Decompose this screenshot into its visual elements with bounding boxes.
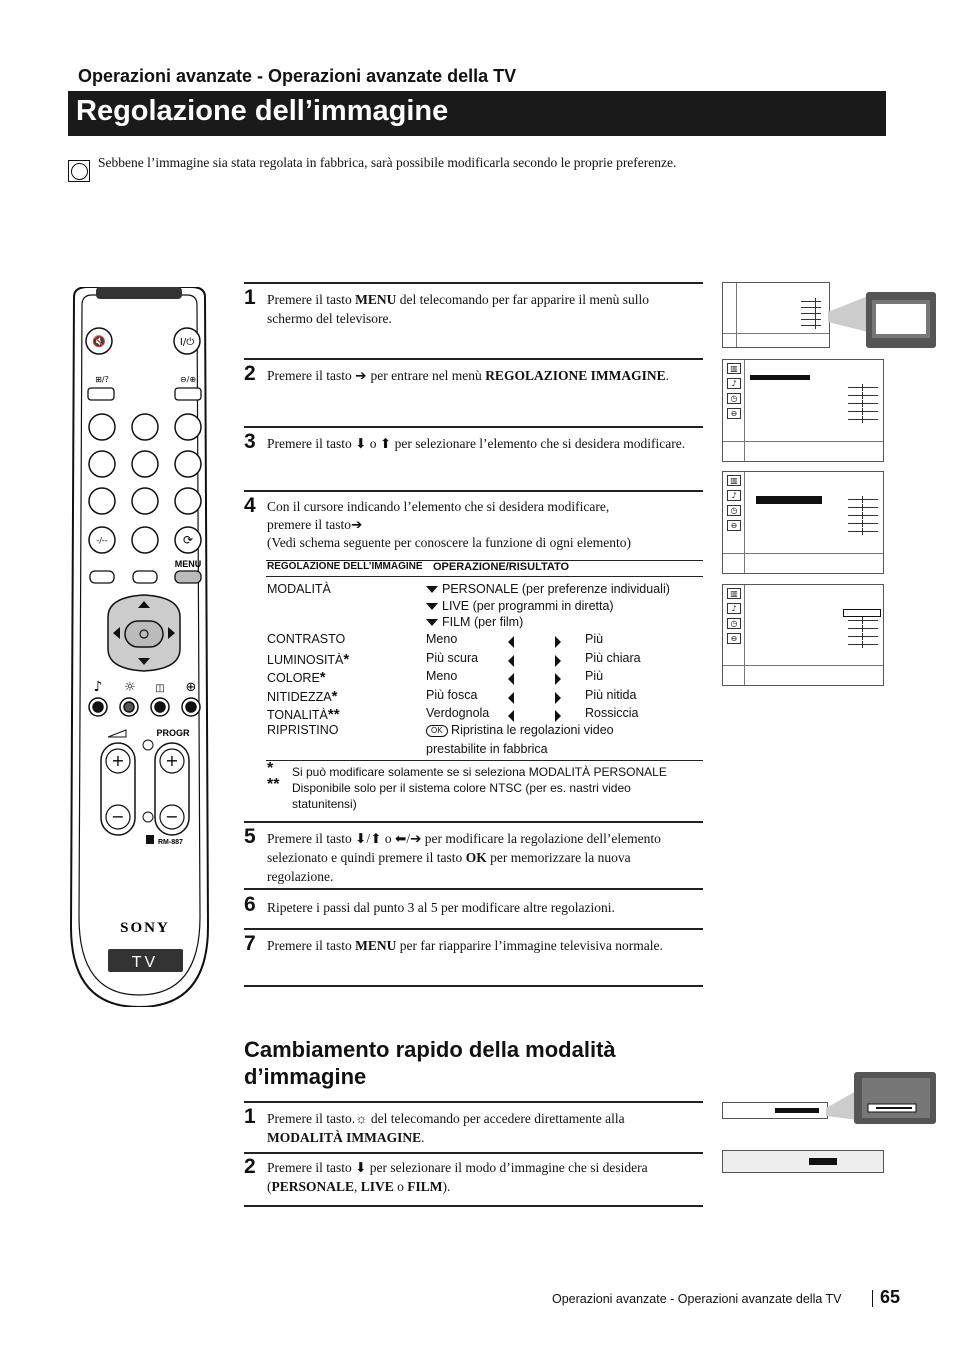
arrow-right-icon <box>555 636 561 648</box>
row-left-value: Più scura <box>426 651 479 665</box>
step-number: 6 <box>244 893 256 916</box>
svg-text:+: + <box>165 751 179 770</box>
row-right-value: Più <box>585 669 604 683</box>
footnote-text: Disponibile solo per il sistema colore NTSC (per es. nastri video <box>292 781 631 795</box>
divider <box>244 358 703 360</box>
mode-option: LIVE (per programmi in diretta) <box>426 599 614 613</box>
step-number: 1 <box>244 286 256 309</box>
arrow-down-icon: ⬇ <box>355 1160 367 1175</box>
row-label: LUMINOSITÀ* <box>267 651 350 668</box>
arrow-left-icon <box>508 692 514 704</box>
row-right-value: Più nitida <box>585 688 637 702</box>
arrow-right-icon <box>555 673 561 685</box>
svg-text:♪: ♪ <box>93 679 103 695</box>
arrow-left-icon <box>508 655 514 667</box>
divider <box>244 282 703 284</box>
row-left-value: Verdognola <box>426 706 490 720</box>
remote-tv-label: TV <box>131 954 159 971</box>
remote-brand: SONY <box>120 920 170 936</box>
brightness-icon: ☼ <box>355 1111 368 1126</box>
arrow-left-icon <box>508 636 514 648</box>
table-header-setting: REGOLAZIONE DELL’IMMAGINE <box>267 561 423 572</box>
row-left-value: Meno <box>426 669 458 683</box>
row-label: COLORE* <box>267 669 326 686</box>
tv-illustration-2 <box>826 1072 936 1124</box>
row-left-value: Meno <box>426 632 458 646</box>
ok-button-icon: OK <box>426 725 448 737</box>
divider <box>244 490 703 492</box>
svg-text:⊞/?: ⊞/? <box>95 375 109 384</box>
remote-control-illustration <box>68 287 211 1007</box>
step-2-text: Premere il tasto ➔ per entrare nel menù REGOLAZIONE IMMAGINE. <box>267 368 669 383</box>
footer-divider <box>872 1290 873 1307</box>
table-header-result: OPERAZIONE/RISULTATO <box>433 561 570 573</box>
step-number: 1 <box>244 1105 256 1128</box>
mode-option: FILM (per film) <box>426 615 523 629</box>
divider <box>244 1152 703 1154</box>
section-header: Operazioni avanzate - Operazioni avanzate della TV <box>78 66 517 86</box>
arrow-up-icon: ⬆ <box>370 831 382 846</box>
divider <box>244 1101 703 1103</box>
divider <box>244 821 703 823</box>
divider <box>244 426 703 428</box>
svg-text:+: + <box>111 751 125 770</box>
intro-text: Sebbene l’immagine sia stata regolata in fabbrica, sarà possibile modificarla secondo le proprie preferenze. <box>98 155 677 170</box>
svg-text:−: − <box>165 807 179 826</box>
svg-text:-/--: -/-- <box>96 536 108 545</box>
arrow-right-icon <box>555 655 561 667</box>
section-2-step-2-text: Premere il tasto ⬇ per selezionare il modo d’immagine che si desidera (PERSONALE, LIVE o FILM). <box>267 1160 648 1194</box>
step-number: 4 <box>244 494 256 517</box>
page-title: Regolazione dell’immagine <box>76 95 449 127</box>
arrow-left-icon <box>508 673 514 685</box>
menu-screen-1 <box>722 282 830 348</box>
row-label-modalita: MODALITÀ <box>267 582 331 596</box>
step-5-text: Premere il tasto ⬇/⬆ o ⬅/➔ per modificare la regolazione dell’elemento selezionato e quindi premere il tasto OK per memorizzare la nuova regolazione. <box>267 831 661 884</box>
footnote-text: statunitensi) <box>292 797 357 811</box>
table-divider <box>266 760 703 761</box>
svg-text:PROGR: PROGR <box>156 728 190 738</box>
divider <box>244 888 703 890</box>
step-number: 5 <box>244 825 256 848</box>
footnote-text: Si può modificare solamente se si seleziona MODALITÀ PERSONALE <box>292 765 667 779</box>
svg-text:⟳: ⟳ <box>182 533 194 547</box>
section-2-step-1-text: Premere il tasto.☼ del telecomando per accedere direttamente alla MODALITÀ IMMAGINE. <box>267 1111 625 1145</box>
menu-screen-4: ▥ ♪ ◷ ⊖ <box>722 584 884 686</box>
arrow-up-icon: ⬆ <box>379 436 392 451</box>
mode-option: PERSONALE (per preferenze individuali) <box>426 582 670 596</box>
menu-screen-3: ▥ ♪ ◷ ⊖ <box>722 471 884 574</box>
table-divider <box>266 576 703 577</box>
row-left-value: Più fosca <box>426 688 478 702</box>
ripristino-text: OK Ripristina le regolazioni video <box>426 723 614 737</box>
remote-model: RM-887 <box>158 839 183 846</box>
ripristino-text: prestabilite in fabbrica <box>426 742 548 756</box>
svg-text:☼: ☼ <box>124 680 136 695</box>
mode-bar-screen-2 <box>722 1150 884 1173</box>
row-label: NITIDEZZA* <box>267 688 338 705</box>
step-1-text: Premere il tasto MENU del telecomando per far apparire il menù sullo schermo del televisore. <box>267 292 650 326</box>
row-right-value: Più chiara <box>585 651 641 665</box>
tv-illustration-1 <box>828 292 936 352</box>
title-bar <box>68 91 886 136</box>
arrow-right-icon: ➔ <box>350 517 363 532</box>
step-6-text: Ripetere i passi dal punto 3 al 5 per modificare altre regolazioni. <box>267 900 615 915</box>
svg-text:MENU: MENU <box>174 559 202 569</box>
divider <box>244 928 703 930</box>
arrow-left-icon: ⬅ <box>395 831 407 846</box>
svg-text:◫: ◫ <box>155 683 165 694</box>
footnote-mark: * <box>267 760 274 777</box>
arrow-left-icon <box>508 710 514 722</box>
arrow-right-icon <box>555 692 561 704</box>
step-number: 2 <box>244 362 256 385</box>
arrow-down-icon: ⬇ <box>355 436 367 451</box>
step-number: 3 <box>244 430 256 453</box>
section-2-title: Cambiamento rapido della modalità d’immagine <box>244 1037 616 1089</box>
svg-text:⊖/⊕: ⊖/⊕ <box>179 375 197 384</box>
row-right-value: Rossiccia <box>585 706 639 720</box>
row-label: CONTRASTO <box>267 632 346 646</box>
svg-text:I/⏻: I/⏻ <box>179 337 195 348</box>
arrow-down-icon: ⬇ <box>355 831 367 846</box>
divider <box>244 985 703 987</box>
mode-bar-screen-1 <box>722 1102 828 1119</box>
info-icon <box>68 160 90 182</box>
svg-text:🔇: 🔇 <box>92 335 106 348</box>
arrow-right-icon: ➔ <box>355 368 367 383</box>
step-7-text: Premere il tasto MENU per far riapparire l’immagine televisiva normale. <box>267 938 663 953</box>
row-label: TONALITÀ** <box>267 706 340 723</box>
page-number: 65 <box>880 1287 901 1307</box>
step-number: 2 <box>244 1155 256 1178</box>
svg-text:⊕: ⊕ <box>185 680 197 695</box>
step-number: 7 <box>244 932 256 955</box>
row-right-value: Più <box>585 632 604 646</box>
step-3-text: Premere il tasto ⬇ o ⬆ per selezionare l’elemento che si desidera modificare. <box>267 436 686 451</box>
footer-text: Operazioni avanzate - Operazioni avanzate della TV <box>552 1292 842 1306</box>
arrow-right-icon: ➔ <box>410 831 422 846</box>
divider <box>244 1205 703 1207</box>
menu-screen-2: ▥ ♪ ◷ ⊖ <box>722 359 884 462</box>
arrow-right-icon <box>555 710 561 722</box>
footnote-mark: ** <box>267 776 280 793</box>
row-label-ripristino: RIPRISTINO <box>267 723 339 737</box>
step-4-text: Con il cursore indicando l’elemento che si desidera modificare, premere il tasto➔ (Vedi schema seguente per conoscere la funzione di ogni elemento) <box>267 499 631 550</box>
svg-text:−: − <box>111 807 125 826</box>
